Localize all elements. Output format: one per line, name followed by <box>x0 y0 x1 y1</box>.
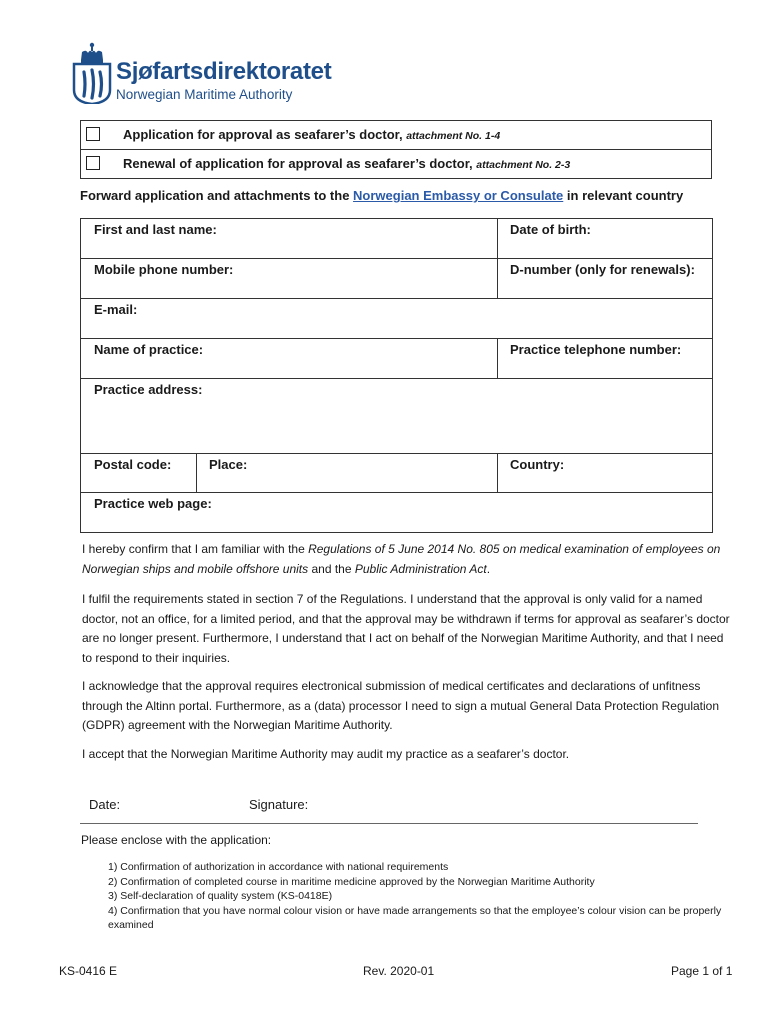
revision: Rev. 2020-01 <box>363 964 435 978</box>
list-item: 2) Confirmation of completed course in maritime medicine approved by the Norwegian Maritime Authority <box>108 875 595 888</box>
name-of-practice-label: Name of practice: <box>94 342 204 357</box>
date-label: Date: <box>89 797 121 812</box>
crown-emblem-icon <box>72 42 112 104</box>
document-code: KS-0416 E <box>59 964 118 978</box>
declaration-requirements: I fulfil the requirements stated in section 7 of the Regulations. I understand that the approval is only valid for a named doctor, not an office, for a limited period, and that the approval may be withdrawn if terms for approval as seafarer’s doctor are no longer present. Furthermore, I understand that I act on behalf of the Norwegian Maritime Authority, and that I need to respond to their inquiries. <box>82 592 730 665</box>
place-label: Place: <box>209 457 248 472</box>
application-type-table <box>80 120 712 179</box>
list-item: 3) Self-declaration of quality system (KS-0418E) <box>108 890 333 902</box>
embassy-link[interactable]: Norwegian Embassy or Consulate <box>353 188 564 203</box>
place-field[interactable] <box>196 454 497 492</box>
application-type-label: Application for approval as seafarer’s doctor, <box>123 127 403 142</box>
signature-divider <box>80 823 698 824</box>
mobile-phone-label: Mobile phone number: <box>94 262 234 277</box>
practice-address-field[interactable] <box>81 379 712 453</box>
application-type-row[interactable] <box>81 121 711 149</box>
name-of-practice-field[interactable] <box>81 339 497 378</box>
renewal-checkbox[interactable] <box>86 156 100 170</box>
d-number-label: D-number (only for renewals): <box>510 262 695 277</box>
email-field[interactable] <box>81 299 712 338</box>
date-of-birth-label: Date of birth: <box>510 222 591 237</box>
postal-code-label: Postal code: <box>94 457 172 472</box>
date-of-birth-field[interactable] <box>497 219 713 258</box>
list-item: 1) Confirmation of authorization in accordance with national requirements <box>108 861 449 873</box>
email-label: E-mail: <box>94 302 138 317</box>
practice-address-label: Practice address: <box>94 382 203 397</box>
country-field[interactable] <box>497 454 713 492</box>
declaration-regulations: I hereby confirm that I am familiar with the Regulations of 5 June 2014 No. 805 on medical examination of employees on Norwegian ships and mobile offshore units and the Public Administration Act. <box>82 542 721 576</box>
enclose-list <box>108 860 738 933</box>
logo <box>72 42 332 104</box>
application-checkbox[interactable] <box>86 127 100 141</box>
practice-phone-field[interactable] <box>497 339 713 378</box>
logo-name: Sjøfartsdirektoratet <box>116 58 332 85</box>
page-number: Page 1 of 1 <box>671 964 733 978</box>
signature-label: Signature: <box>249 797 309 812</box>
enclose-title: Please enclose with the application: <box>81 833 272 847</box>
renewal-type-label: Renewal of application for approval as seafarer’s doctor, <box>123 156 473 171</box>
forward-suffix: in relevant country <box>566 188 684 203</box>
regulations-reference: Regulations of 5 June 2014 No. 805 on medical examination of employees on Norwegian ships and mobile offshore units <box>82 542 721 576</box>
logo-subtitle: Norwegian Maritime Authority <box>116 87 293 102</box>
renewal-type-row[interactable] <box>81 149 711 178</box>
forward-instruction <box>80 188 683 203</box>
d-number-field[interactable] <box>497 259 713 298</box>
renewal-attachment-ref: attachment No. 2-3 <box>476 159 571 171</box>
first-last-name-field[interactable] <box>81 219 497 258</box>
application-attachment-ref: attachment No. 1-4 <box>406 130 501 142</box>
applicant-form-table <box>80 218 713 533</box>
declaration-audit: I accept that the Norwegian Maritime Authority may audit my practice as a seafarer’s doctor. <box>82 747 570 761</box>
forward-prefix: Forward application and attachments to the <box>80 188 350 203</box>
practice-phone-label: Practice telephone number: <box>510 342 682 357</box>
country-label: Country: <box>510 457 565 472</box>
list-item: 4) Confirmation that you have normal colour vision or have made arrangements so that the employee’s colour vision can be properly examined <box>108 904 722 931</box>
practice-web-field[interactable] <box>81 493 712 532</box>
practice-web-label: Practice web page: <box>94 496 212 511</box>
postal-code-field[interactable] <box>81 454 196 492</box>
act-reference: Public Administration Act <box>354 561 487 576</box>
mobile-phone-field[interactable] <box>81 259 497 298</box>
declaration-gdpr: I acknowledge that the approval requires electronical submission of medical certificates and declarations of unfitness through the Altinn portal. Furthermore, as a (data) processor I need to sign a mutual General Data Protection Regulation (GDPR) agreement with the Norwegian Maritime Authority. <box>82 679 720 732</box>
first-last-name-label: First and last name: <box>94 222 217 237</box>
